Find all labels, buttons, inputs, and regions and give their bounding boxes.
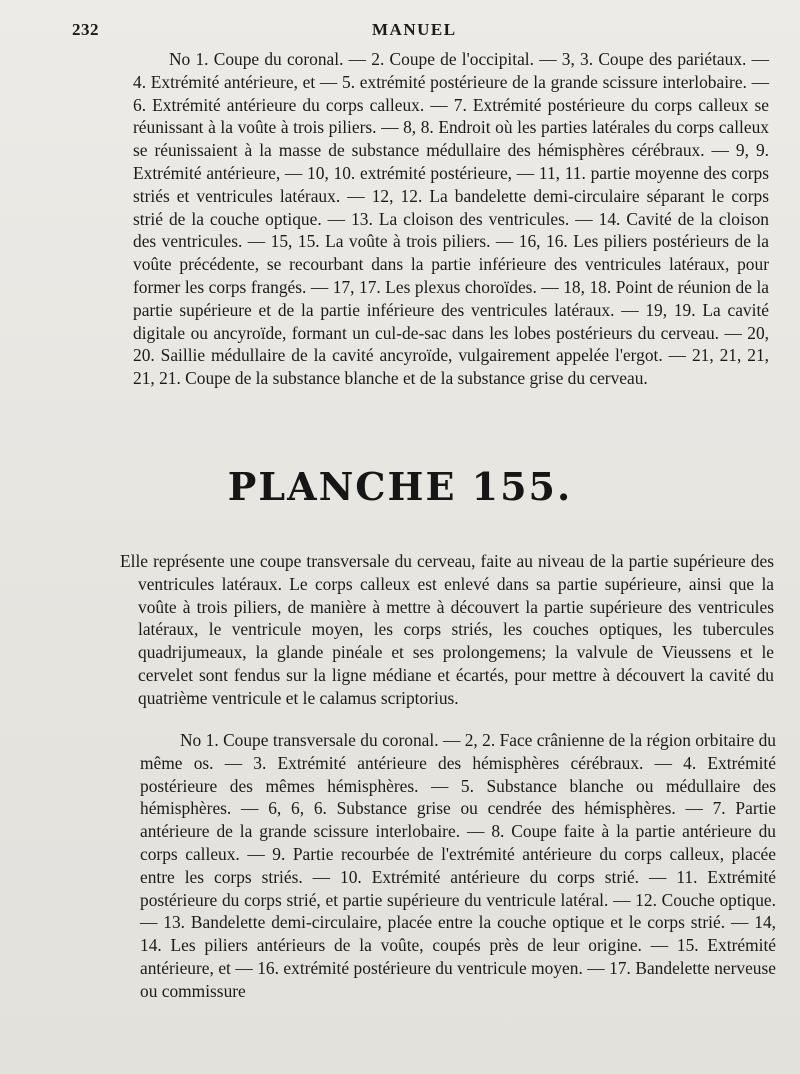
plate-title: PLANCHE 155. [227, 464, 573, 509]
plate-155-legend: No 1. Coupe transversale du coronal. — 2, 2. Face crânienne de la région orbitaire du même os. — 3. Extrémité antérieure des hémisphères cérébraux. — 4. Extrémité postérieure des mêmes hémisphères. — 5. Substance blanche ou médullaire des hémisphères. — 6, 6, 6. Substance grise ou cendrée des hémisphères. — 7. Partie antérieure de la grande scissure interlobaire. — 8. Coupe faite à la partie antérieure du corps calleux. — 9. Partie recourbée de l'extrémité antérieure du corps calleux, placée entre les corps striés. — 10. Extrémité antérieure du corps strié. — 11. Extrémité postérieure du corps strié, et partie supérieure du ventricule latéral. — 12. Couche optique. — 13. Bandelette demi-circulaire, placée entre la couche optique et le corps strié. — 14, 14. Les piliers antérieurs de la voûte, coupés près de leur origine. — 15. Extrémité antérieure, et — 16. extrémité postérieure du ventricule moyen. — 17. Bandelette nerveuse ou commissure [140, 730, 776, 1001]
description-rest: supérieure des ventricules latéraux. Le corps calleux est enlevé dans sa partie supérieure, ainsi que la voûte à trois piliers, de manière à mettre à découvert la partie supérieure des ventricules latéraux, le ventricule moyen, les corps striés, les couches optiques, les tubercules quadrijumeaux, la glande pinéale et ses prolongemens; la valvule de Vieussens et le cervelet sont fendus sur la ligne médiane et écartés, pour mettre à découvert la cavité du quatrième ventricule et le calamus scriptorius. [138, 551, 774, 708]
plate-154-legend: No 1. Coupe du coronal. — 2. Coupe de l'occipital. — 3, 3. Coupe des pariétaux. — 4. Extrémité antérieure, et — 5. extrémité postérieure de la grande scissure interlobaire. — 6. Extrémité antérieure du corps calleux. — 7. Extrémité postérieure du corps calleux se réunissant à la voûte à trois piliers. — 8, 8. Endroit où les parties latérales du corps calleux se réunissaient à la masse de substance médullaire des hémisphères cérébraux. — 9, 9. Extrémité antérieure, — 10, 10. extrémité postérieure, — 11, 11. partie moyenne des corps striés et ventricules latéraux. — 12, 12. La bandelette demi-circulaire séparant le corps strié de la couche optique. — 13. La cloison des ventricules. — 14. Cavité de la cloison des ventricules. — 15, 15. La voûte à trois piliers. — 16, 16. Les piliers postérieurs de la voûte précédente, se recourbant dans la partie inférieure des ventricules latéraux, pour former les corps frangés. — 17, 17. Les plexus choroïdes. — 18, 18. Point de réunion de la partie supérieure et de la partie inférieure des ventricules latéraux. — 19, 19. La cavité digitale ou ancyroïde, formant un cul-de-sac dans les lobes postérieurs du cerveau. — 20, 20. Saillie médullaire de la cavité ancyroïde, vulgairement appelée l'ergot. — 21, 21, 21, 21, 21. Coupe de la substance blanche et de la substance grise du cerveau. [133, 49, 769, 389]
page-number: 232 [72, 20, 99, 39]
running-title: MANUEL [372, 20, 457, 39]
page-header [72, 20, 770, 44]
plate-155-description [120, 550, 774, 710]
description-first-line: Elle représente une coupe transversale du cerveau, faite au niveau de la partie [120, 551, 669, 571]
